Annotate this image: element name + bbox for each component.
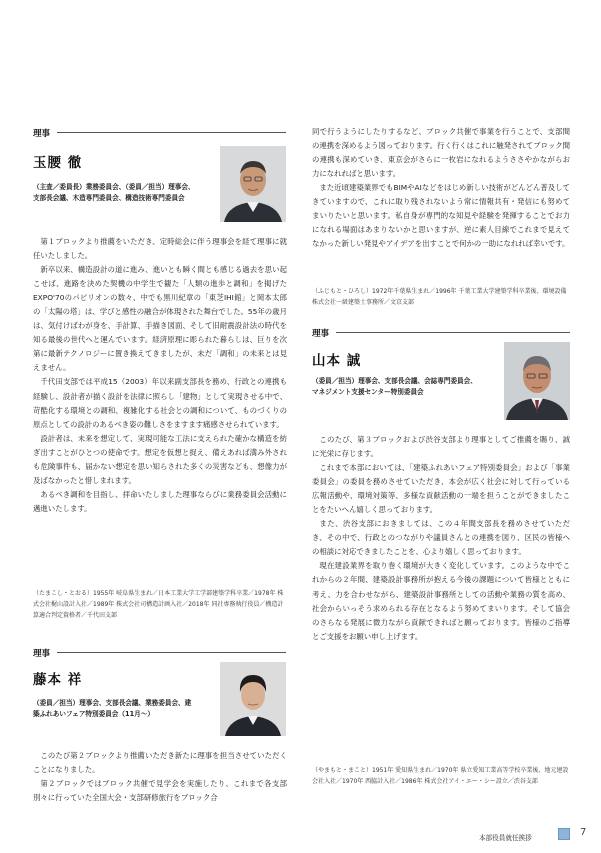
greeting-text-fujimoto-continued: [312, 125, 570, 251]
member-roles-yamamoto: [312, 376, 492, 398]
greeting-text-yamamoto: [312, 433, 570, 644]
role-line: （委員／担当）理事会、支部長会議、会誌専門委員会、: [312, 377, 477, 385]
paragraph: また近頃建築業界でもBIMやAIなどをはじめ新しい技術がどんどん普及してきていますので、これに取り残されないよう常に情報共有・発信にも努めてまいりたいと思います。私自身が専門的な知見や経験を発揮することでお力になれる場面はあまりないかと思いますが、逆に素人目線でこれまで見えてなかった新しい発見やアイデアを出すことで何かの一助になれれば幸いです。: [312, 183, 570, 249]
greeting-text-fujimoto: [33, 749, 287, 805]
portrait-photo-yamamoto: [504, 342, 570, 420]
paragraph: 第１ブロックより推薦をいただき、定時総会に伴う理事会を経て理事に就任いたしました。: [33, 237, 287, 261]
role-line: 支部長会議、木造専門委員会、構造技術専門委員会: [33, 194, 185, 202]
section-label-tamagoshi: 理事: [33, 129, 51, 139]
paragraph: また、渋谷支部におきましては、この４年間支部長を務めさせていただき、その中で、行政とのつながりや議員さんとの連携を図り、区民の皆様への相談に対応できましたことを、心より嬉しく思っております。: [312, 519, 570, 557]
page-number: 7: [580, 827, 587, 838]
bio-tamagoshi: （たまこし・とおる）1955年 岐阜県生まれ／日本工業大学工学部建築学科卒業／1978年 株式会社梶山設計入社／1989年 株式会社司構造計画入社／2018年 同社専務執行役員／構造計算適合判定資格者／千代田支部: [33, 590, 284, 619]
section-label-fujimoto: 理事: [33, 649, 51, 659]
portrait-photo-tamagoshi: [220, 146, 286, 222]
section-divider: [336, 332, 570, 333]
greeting-text-tamagoshi: [33, 235, 287, 516]
member-name-yamamoto: 山本 誠: [312, 353, 362, 369]
portrait-photo-fujimoto: [220, 662, 286, 736]
paragraph: このたび、第３ブロックおよび渋谷支部より理事としてご推薦を賜り、誠に光栄に存じます。: [312, 435, 570, 459]
paragraph: あるべき調和を目指し、拝命いたしました理事ならびに業務委員会活動に邁進いたします。: [33, 489, 287, 513]
member-name-fujimoto: 藤本 祥: [33, 672, 83, 688]
member-name-tamagoshi: 玉腰 徹: [33, 155, 83, 171]
role-line: 築ふれあいフェア特別委員会（11月～）: [33, 710, 154, 718]
role-line: （主査／委員長）業務委員会、（委員／担当）理事会、: [33, 183, 195, 191]
section-label-yamamoto: 理事: [312, 329, 330, 339]
bio-yamamoto: （やまもと・まこと）1951年 愛知県生まれ／1970年 県立愛知工業高等学校卒業後、地元建設会社入社／1970年 西脇計入社／1986年 株式会社アイ・エー・シー設立／渋谷支部: [312, 767, 569, 785]
footer-marker: [558, 828, 570, 840]
bio-fujimoto: （ふじもと・ひろし）1972年千葉県生まれ／1996年 千葉工業大学建築学科卒業後、環境設備株式会社一級建築士事務所／文京支部: [312, 288, 567, 306]
role-line: （委員／担当）理事会、支部長会議、業務委員会、建: [33, 699, 192, 707]
role-line: マネジメント支援センター特別委員会: [312, 388, 424, 396]
paragraph: 同で行うようにしたりするなど、ブロック共催で事業を行うことで、支部間の連携を深めるよう図っております。行く行くはこれに触発されてブロック間の連携も深めていき、東京会がさらに一枚岩になれるようささやかながらお力になれればと思います。: [312, 127, 570, 179]
footer-title: 本部役員就任挨拶: [479, 834, 532, 842]
section-divider: [57, 132, 286, 133]
member-roles-fujimoto: [33, 698, 213, 720]
paragraph: これまで本部においては、「建築ふれあいフェア特別委員会」および「事業委員会」の委員を務めさせていただき、本会が広く社会に対して行っている広報活動や、環境対策等、多様な貢献活動の一端を担うことができましたことをたいへん嬉しく思っております。: [312, 463, 570, 515]
paragraph: 新卒以来、構造設計の道に進み、進いとも瞬く間とも感じる過去を思い起こせば、進路を決めた契機の中学生で観た「人類の進歩と調和」を掲げたEXPO'70のパビリオンの数々、中でも黒川紀章の「東芝IHI館」と岡本太郎の「太陽の塔」は、学びと感性の融合が体現された舞台でした。55年の歳月は、気付けばわが身を、手計算、手描き図面、そして旧耐震設計法の時代を知る最後の世代へと運んでいます。経済原理に彫られた暮らしは、巨りを次第に最新テクノロジーに置き換えてきましたが、未だ「調和」の未来とは見えません。: [33, 265, 287, 373]
paragraph: このたび第２ブロックより推薦いただき新たに理事を担当させていただくことになりました。: [33, 751, 287, 775]
paragraph: 現在建設業界を取り巻く環境が大きく変化しています。このような中でこれからの２年間、建築設計事務所が抱える今後の課題について皆様とともに考え、力を合わせながら、建築設計事務所としての活動や業務の質を高め、社会からいっそう求められる存在となるよう努めてまいります。そして協会のさらなる発展に微力ながら貢献できればと願っております。皆様のご指導とご支援をお願い申し上げます。: [312, 561, 570, 641]
paragraph: 設計者は、未来を想定して、実現可能な工法に支えられた確かな構造を紡ぎ出すことがひとつの使命です。想定を仮想と捉え、備えあれば満み外されも危険事件も、届かない想定を思い知らされた多くの災害なども、想像力が及ばなかったと惜しまれます。: [33, 433, 287, 485]
paragraph: 千代田支部では平成15（2003）年以来副支部長を務め、行政との連携も経験し、設計者が描く設計を法律に照らし「建物」として実現させる中で、苛酷化する環境との調和、複雑化する社会との調和について、ものづくりの原点としての設計のあるべき姿の難しさをますます痛感させられています。: [33, 377, 287, 429]
section-divider: [57, 652, 286, 653]
paragraph: 第２ブロックではブロック共催で見学会を実施したり、これまで各支部別々に行っていた全国大会・支部研修旅行をブロック合: [33, 779, 287, 803]
member-roles-tamagoshi: [33, 182, 213, 204]
